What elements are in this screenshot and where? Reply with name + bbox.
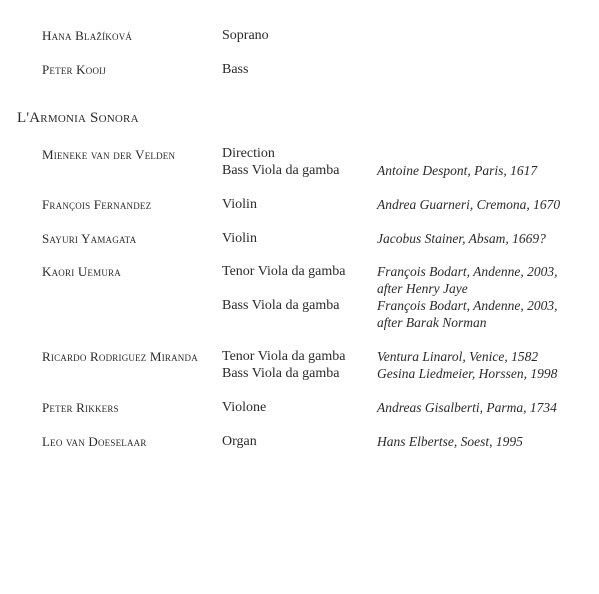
member-name: Mieneke van der Velden bbox=[42, 147, 176, 162]
member-role: Tenor Viola da gamba bbox=[222, 264, 346, 279]
member-role: Organ bbox=[222, 434, 257, 449]
member-name: Ricardo Rodriguez Miranda bbox=[42, 349, 198, 364]
member-instrument bbox=[377, 263, 557, 297]
member-name: Leo van Doeselaar bbox=[42, 434, 147, 449]
soloist-role: Soprano bbox=[222, 28, 269, 43]
member-instrument bbox=[377, 348, 557, 382]
member-role bbox=[222, 145, 340, 179]
member-instrument: Jacobus Stainer, Absam, 1669? bbox=[377, 231, 546, 246]
instrument-line: François Bodart, Andenne, 2003, bbox=[377, 298, 558, 313]
member-role: Bass Viola da gamba bbox=[222, 298, 340, 313]
instrument-line: Gesina Liedmeier, Horssen, 1998 bbox=[377, 366, 558, 381]
instrument-line: after Barak Norman bbox=[377, 315, 487, 330]
ensemble-title: L'Armonia Sonora bbox=[17, 110, 139, 126]
member-role: Violin bbox=[222, 197, 257, 212]
member-instrument bbox=[377, 297, 557, 331]
soloist-name: Peter Kooij bbox=[42, 62, 107, 77]
soloist-role: Bass bbox=[222, 62, 249, 77]
member-name: Kaori Uemura bbox=[42, 264, 121, 279]
member-role: Violone bbox=[222, 400, 267, 415]
member-instrument: Hans Elbertse, Soest, 1995 bbox=[377, 434, 523, 449]
member-name: Sayuri Yamagata bbox=[42, 231, 137, 246]
member-role-line: Tenor Viola da gamba bbox=[222, 349, 346, 364]
instrument-line: Ventura Linarol, Venice, 1582 bbox=[377, 349, 539, 364]
soloist-name: Hana Blažíková bbox=[42, 28, 133, 43]
member-role-line: Bass Viola da gamba bbox=[222, 366, 340, 381]
member-instrument: Andreas Gisalberti, Parma, 1734 bbox=[377, 400, 557, 415]
member-role bbox=[222, 348, 346, 382]
member-instrument: Andrea Guarneri, Cremona, 1670 bbox=[377, 197, 561, 212]
member-instrument: Antoine Despont, Paris, 1617 bbox=[377, 163, 538, 178]
member-role-line: Direction bbox=[222, 146, 275, 161]
member-role-line: Bass Viola da gamba bbox=[222, 163, 340, 178]
member-name: Peter Rikkers bbox=[42, 400, 119, 415]
member-name: François Fernandez bbox=[42, 197, 152, 212]
instrument-line: after Henry Jaye bbox=[377, 281, 468, 296]
instrument-line: François Bodart, Andenne, 2003, bbox=[377, 264, 558, 279]
member-role: Violin bbox=[222, 231, 257, 246]
